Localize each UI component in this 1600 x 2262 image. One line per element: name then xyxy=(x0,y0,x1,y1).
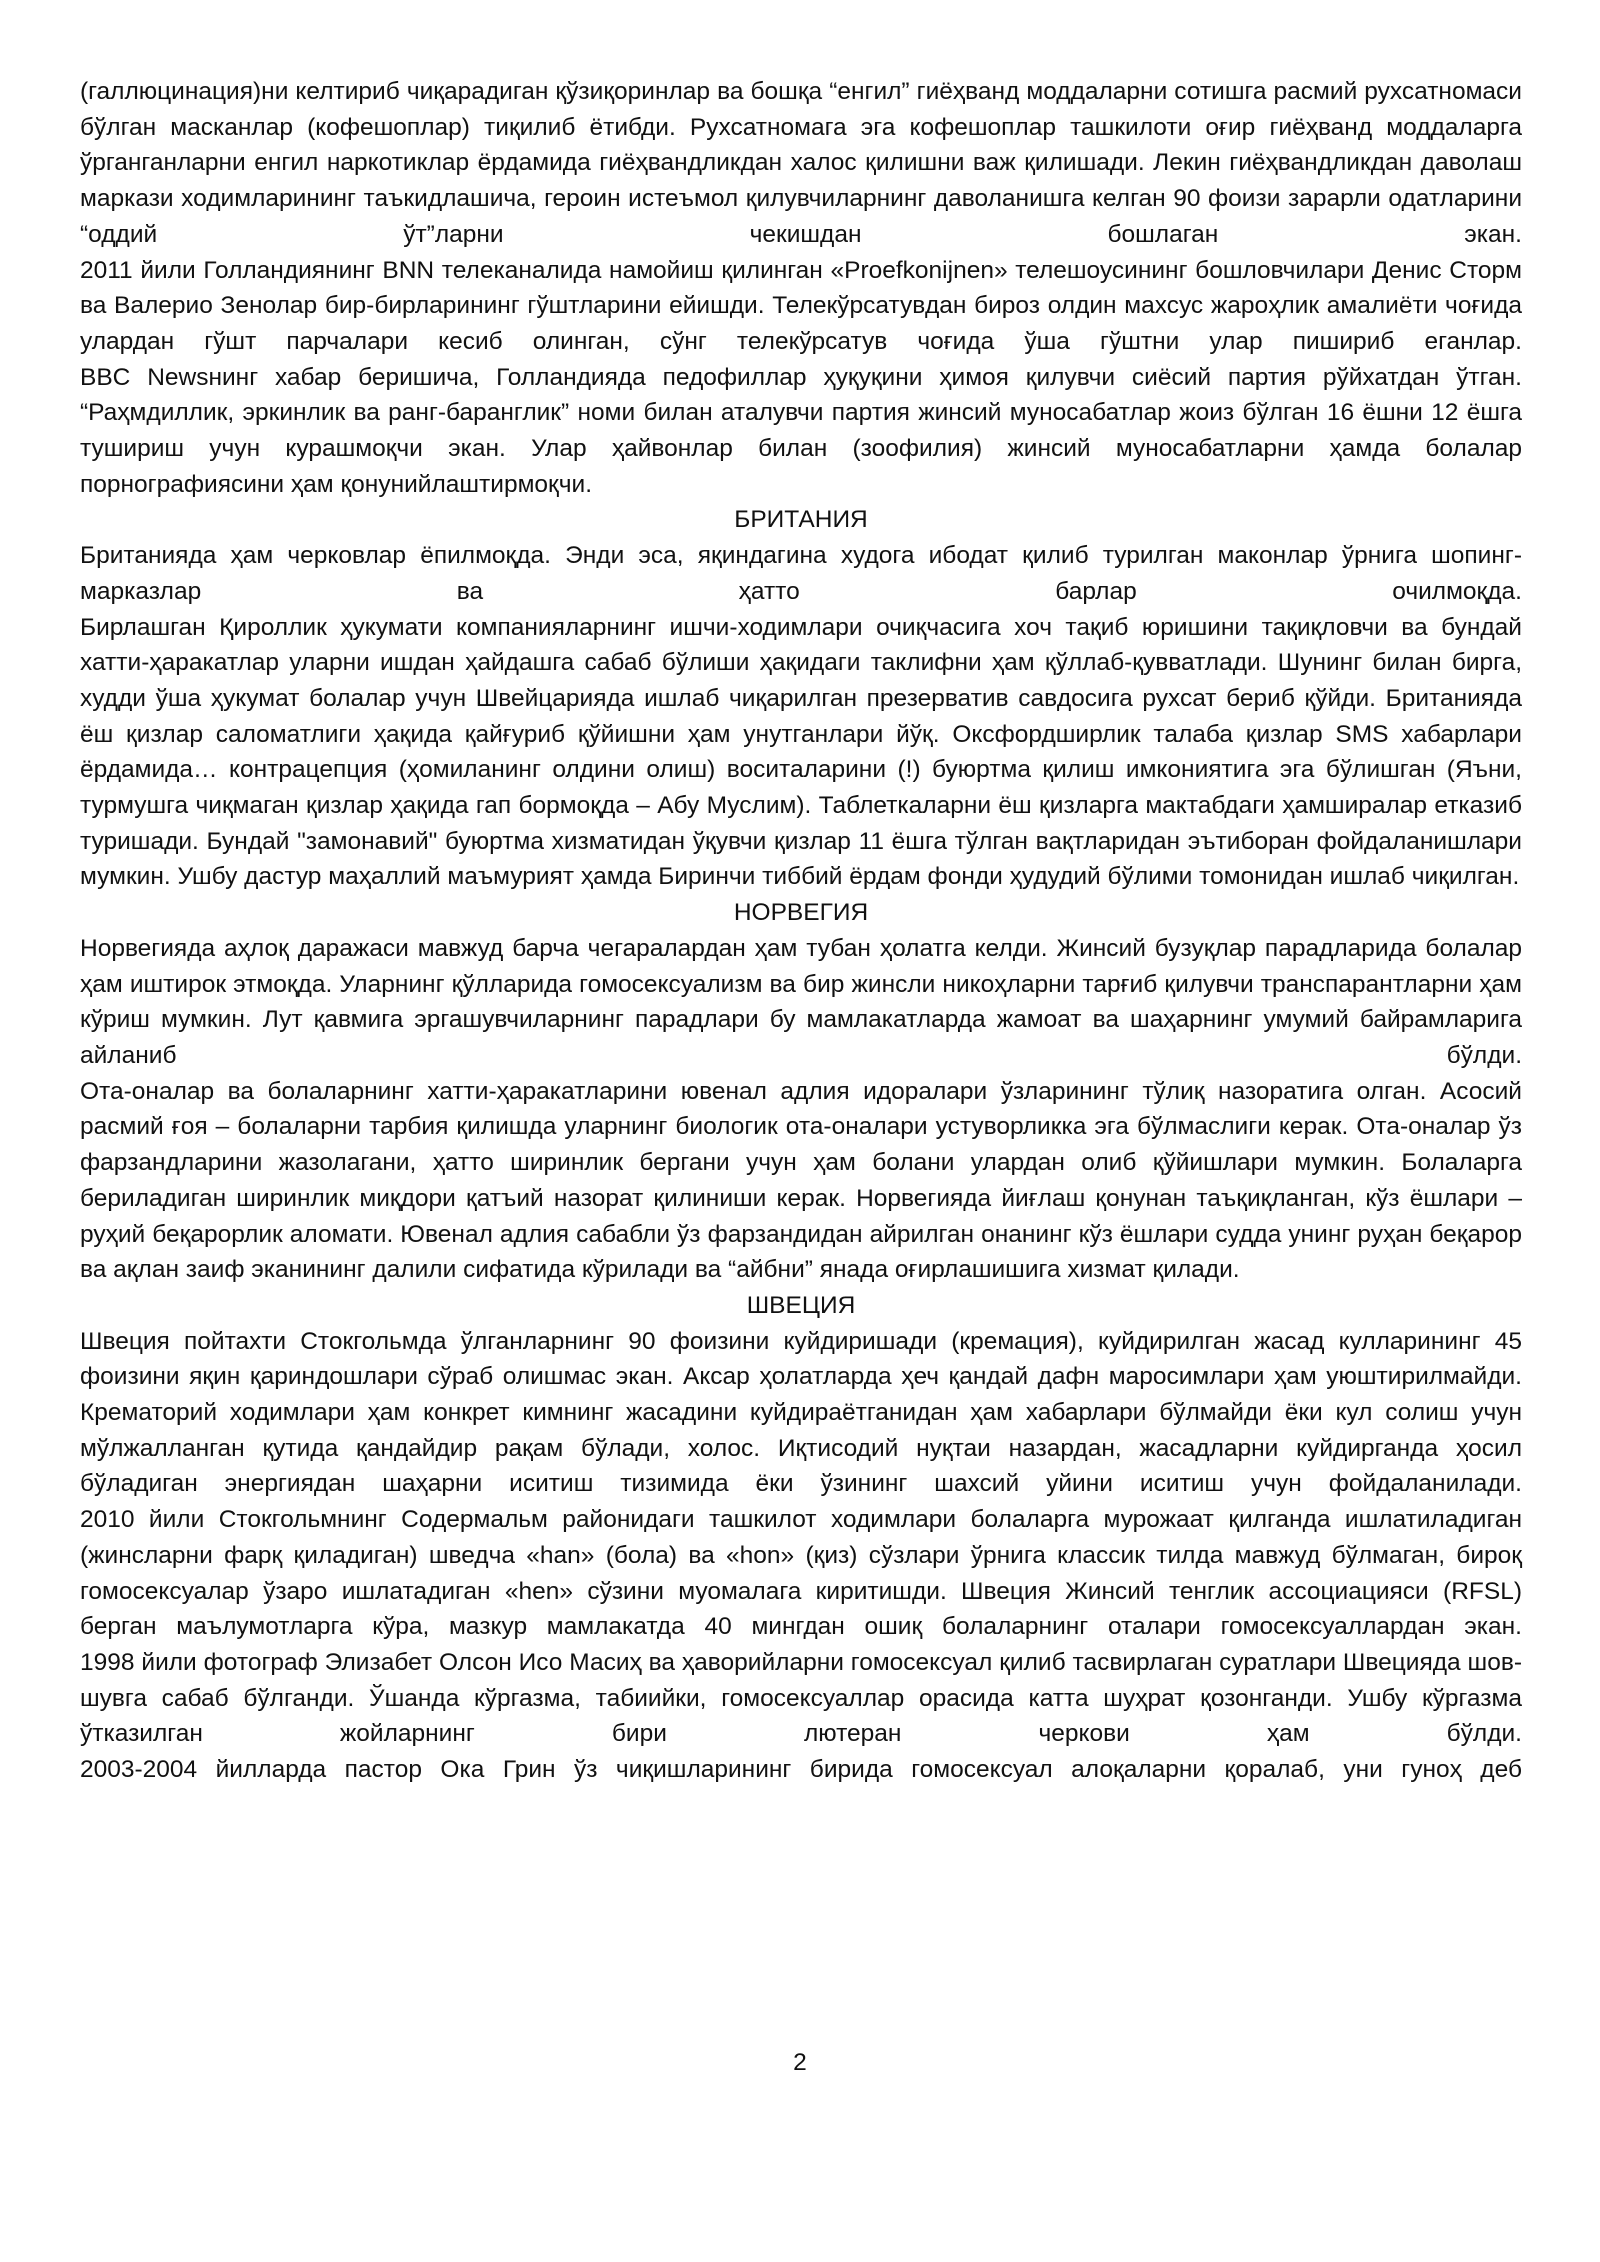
paragraph: BBC Newsнинг хабар беришича, Голландияда педофиллар ҳуқуқини ҳимоя қилувчи сиёсий партия рўйхатдан ўтган. “Раҳмдиллик, эркинлик ва ранг-баранглик” номи билан аталувчи партия жинсий муносабатлар жоиз бўлган 16 ёшни 12 ёшга тушириш учун курашмоқчи экан. Улар ҳайвонлар билан (зоофилия) жинсий муносабатларни ҳамда болалар порнографиясини ҳам қонунийлаштирмоқчи. xyxy=(80,363,1522,498)
paragraph: 2010 йили Стокгольмнинг Содермальм районидаги ташкилот ходимлари болаларга мурожаат қилганда ишлатиладиган (жинсларни фарқ қиладиган) шведча «han» (бола) ва «hon» (қиз) сўзлари ўрнига классик тилда мавжуд бўлмаган, бироқ гомосексуалар ўзаро ишлатадиган «hen» сўзини муомалага киритишди. Швеция Жинсий тенглик ассоциацияси (RFSL) берган маълумотларга кўра, мазкур мамлакатда 40 мингдан ошиқ болаларнинг оталари гомосексуаллардан экан. xyxy=(80,1506,1522,1641)
paragraph: 2003-2004 йилларда пастор Ока Грин ўз чиқишларининг бирида гомосексуал алоқаларни қоралаб, уни гуноҳ деб xyxy=(80,1756,1522,1784)
section-heading: ШВЕЦИЯ xyxy=(746,1291,856,1319)
paragraph: 1998 йили фотограф Элизабет Олсон Исо Масиҳ ва ҳаворийларни гомосексуал қилиб тасвирлаган суратлари Швецияда шов-шувга сабаб бўлганди. Ўшанда кўргазма, табиийки, гомосексуаллар орасида катта шуҳрат қозонганди. Ушбу кўргазма ўтказилган жойларнинг бири лютеран черкови ҳам бўлди. xyxy=(80,1648,1522,1748)
document-body xyxy=(80,74,1522,1788)
paragraph: Британияда ҳам черковлар ёпилмоқда. Энди эса, яқиндагина худога ибодат қилиб турилган маконлар ўрнига шопинг-марказлар ва ҳатто барлар очилмоқда. xyxy=(80,542,1522,605)
paragraph: Норвегияда аҳлоқ даражаси мавжуд барча чегаралардан ҳам тубан ҳолатга келди. Жинсий бузуқлар парадларида болалар ҳам иштирок этмоқда. Уларнинг қўлларида гомосексуализм ва бир жинсли никоҳларни тарғиб қилувчи транспарантларни ҳам кўриш мумкин. Лут қавмига эргашувчиларнинг парадлари бу мамлакатларда жамоат ва шаҳарнинг умумий байрамларига айланиб бўлди. xyxy=(80,934,1522,1069)
paragraph: Ота-оналар ва болаларнинг хатти-ҳаракатларини ювенал адлия идоралари ўзларининг тўлиқ назоратига олган. Асосий расмий ғоя – болаларни тарбия қилишда уларнинг биологик ота-оналари устуворликка эга бўлмаслиги керак. Ота-оналар ўз фарзандларини жазолагани, ҳатто ширинлик бергани учун ҳам болани улардан олиб қўйишлари мумкин. Болаларга бериладиган ширинлик миқдори қатъий назорат қилиниши керак. Норвегияда йиғлаш қонунан таъқиқланган, кўз ёшлари – руҳий беқарорлик аломати. Ювенал адлия сабабли ўз фарзандидан айрилган онанинг кўз ёшлари судда унинг руҳан беқарор ва ақлан заиф эканининг далили сифатида кўрилади ва “айбни” янада оғирлашишига хизмат қилади. xyxy=(80,1077,1522,1284)
paragraph: Швеция пойтахти Стокгольмда ўлганларнинг 90 фоизини куйдиришади (кремация), куйдирилган жасад кулларининг 45 фоизини яқин қариндошлари сўраб олишмас экан. Аксар ҳолатларда ҳеч қандай дафн маросимлари ҳам уюштирилмайди. Крематорий ходимлари ҳам конкрет кимнинг жасадини куйдираётганидан ҳам хабарлари бўлмайди ёки кул солиш учун мўлжалланган қутида қандайдир рақам бўлади, холос. Иқтисодий нуқтаи назардан, жасадларни куйдирганда ҳосил бўладиган энергиядан шаҳарни иситиш тизимида ёки ўзининг шахсий уйини иситиш учун фойдаланилади. xyxy=(80,1327,1522,1498)
paragraph: Бирлашган Қироллик ҳукумати компанияларнинг ишчи-ходимлари очиқчасига хоч тақиб юришини тақиқловчи ва бундай хатти-ҳаракатлар уларни ишдан ҳайдашга сабаб бўлиши ҳақидаги таклифни ҳам қўллаб-қувватлади. Шунинг билан бирга, худди ўша ҳукумат болалар учун Швейцарияда ишлаб чиқарилган презерватив савдосига рухсат бериб қўйди. Британияда ёш қизлар саломатлиги ҳақида қайғуриб қўйишни ҳам унутганлари йўқ. Оксфордширлик талаба қизлар SMS хабарлари ёрдамида… контрацепция (ҳомиланинг олдини олиш) воситаларини (!) буюртма қилиш имкониятига эга бўлишган (Яъни, турмушга чиқмаган қизлар ҳақида гап бормоқда – Абу Муслим). Таблеткаларни ёш қизларга мактабдаги ҳамширалар етказиб туришади. Бундай "замонавий" буюртма хизматидан ўқувчи қизлар 11 ёшга тўлган вақтларидан эътиборан фойдаланишлари мумкин. Ушбу дастур маҳаллий маъмурият ҳамда Биринчи тиббий ёрдам фонди ҳудудий бўлими томонидан ишлаб чиқилган. xyxy=(80,613,1522,891)
paragraph: (галлюцинация)ни келтириб чиқарадиган қўзиқоринлар ва бошқа “енгил” гиёҳванд моддаларни сотишга расмий рухсатномаси бўлган масканлар (кофешоплар) тиқилиб ётибди. Рухсатномага эга кофешоплар ташкилоти оғир гиёҳванд моддаларга ўрганганларни енгил наркотиклар ёрдамида гиёҳвандликдан халос қилишни важ қилишади. Лекин гиёҳвандликдан даволаш маркази ходимларининг таъкидлашича, героин истеъмол қилувчиларнинг даволанишга келган 90 фоизи зарарли одатларини “оддий ўт”ларни чекишдан бошлаган экан. xyxy=(80,78,1522,248)
page-number: 2 xyxy=(793,2049,807,2076)
section-heading: БРИТАНИЯ xyxy=(734,506,868,534)
section-heading: НОРВЕГИЯ xyxy=(733,899,869,927)
paragraph: 2011 йили Голландиянинг BNN телеканалида намойиш қилинган «Proefkonijnen» телешоусининг бошловчилари Денис Сторм ва Валерио Зенолар бир-бирларининг гўштларини ейишди. Телекўрсатувдан бироз олдин махсус жароҳлик амалиёти чоғида улардан гўшт парчалари кесиб олинган, сўнг телекўрсатув чоғида ўша гўштни улар пишириб еганлар. xyxy=(80,256,1522,355)
